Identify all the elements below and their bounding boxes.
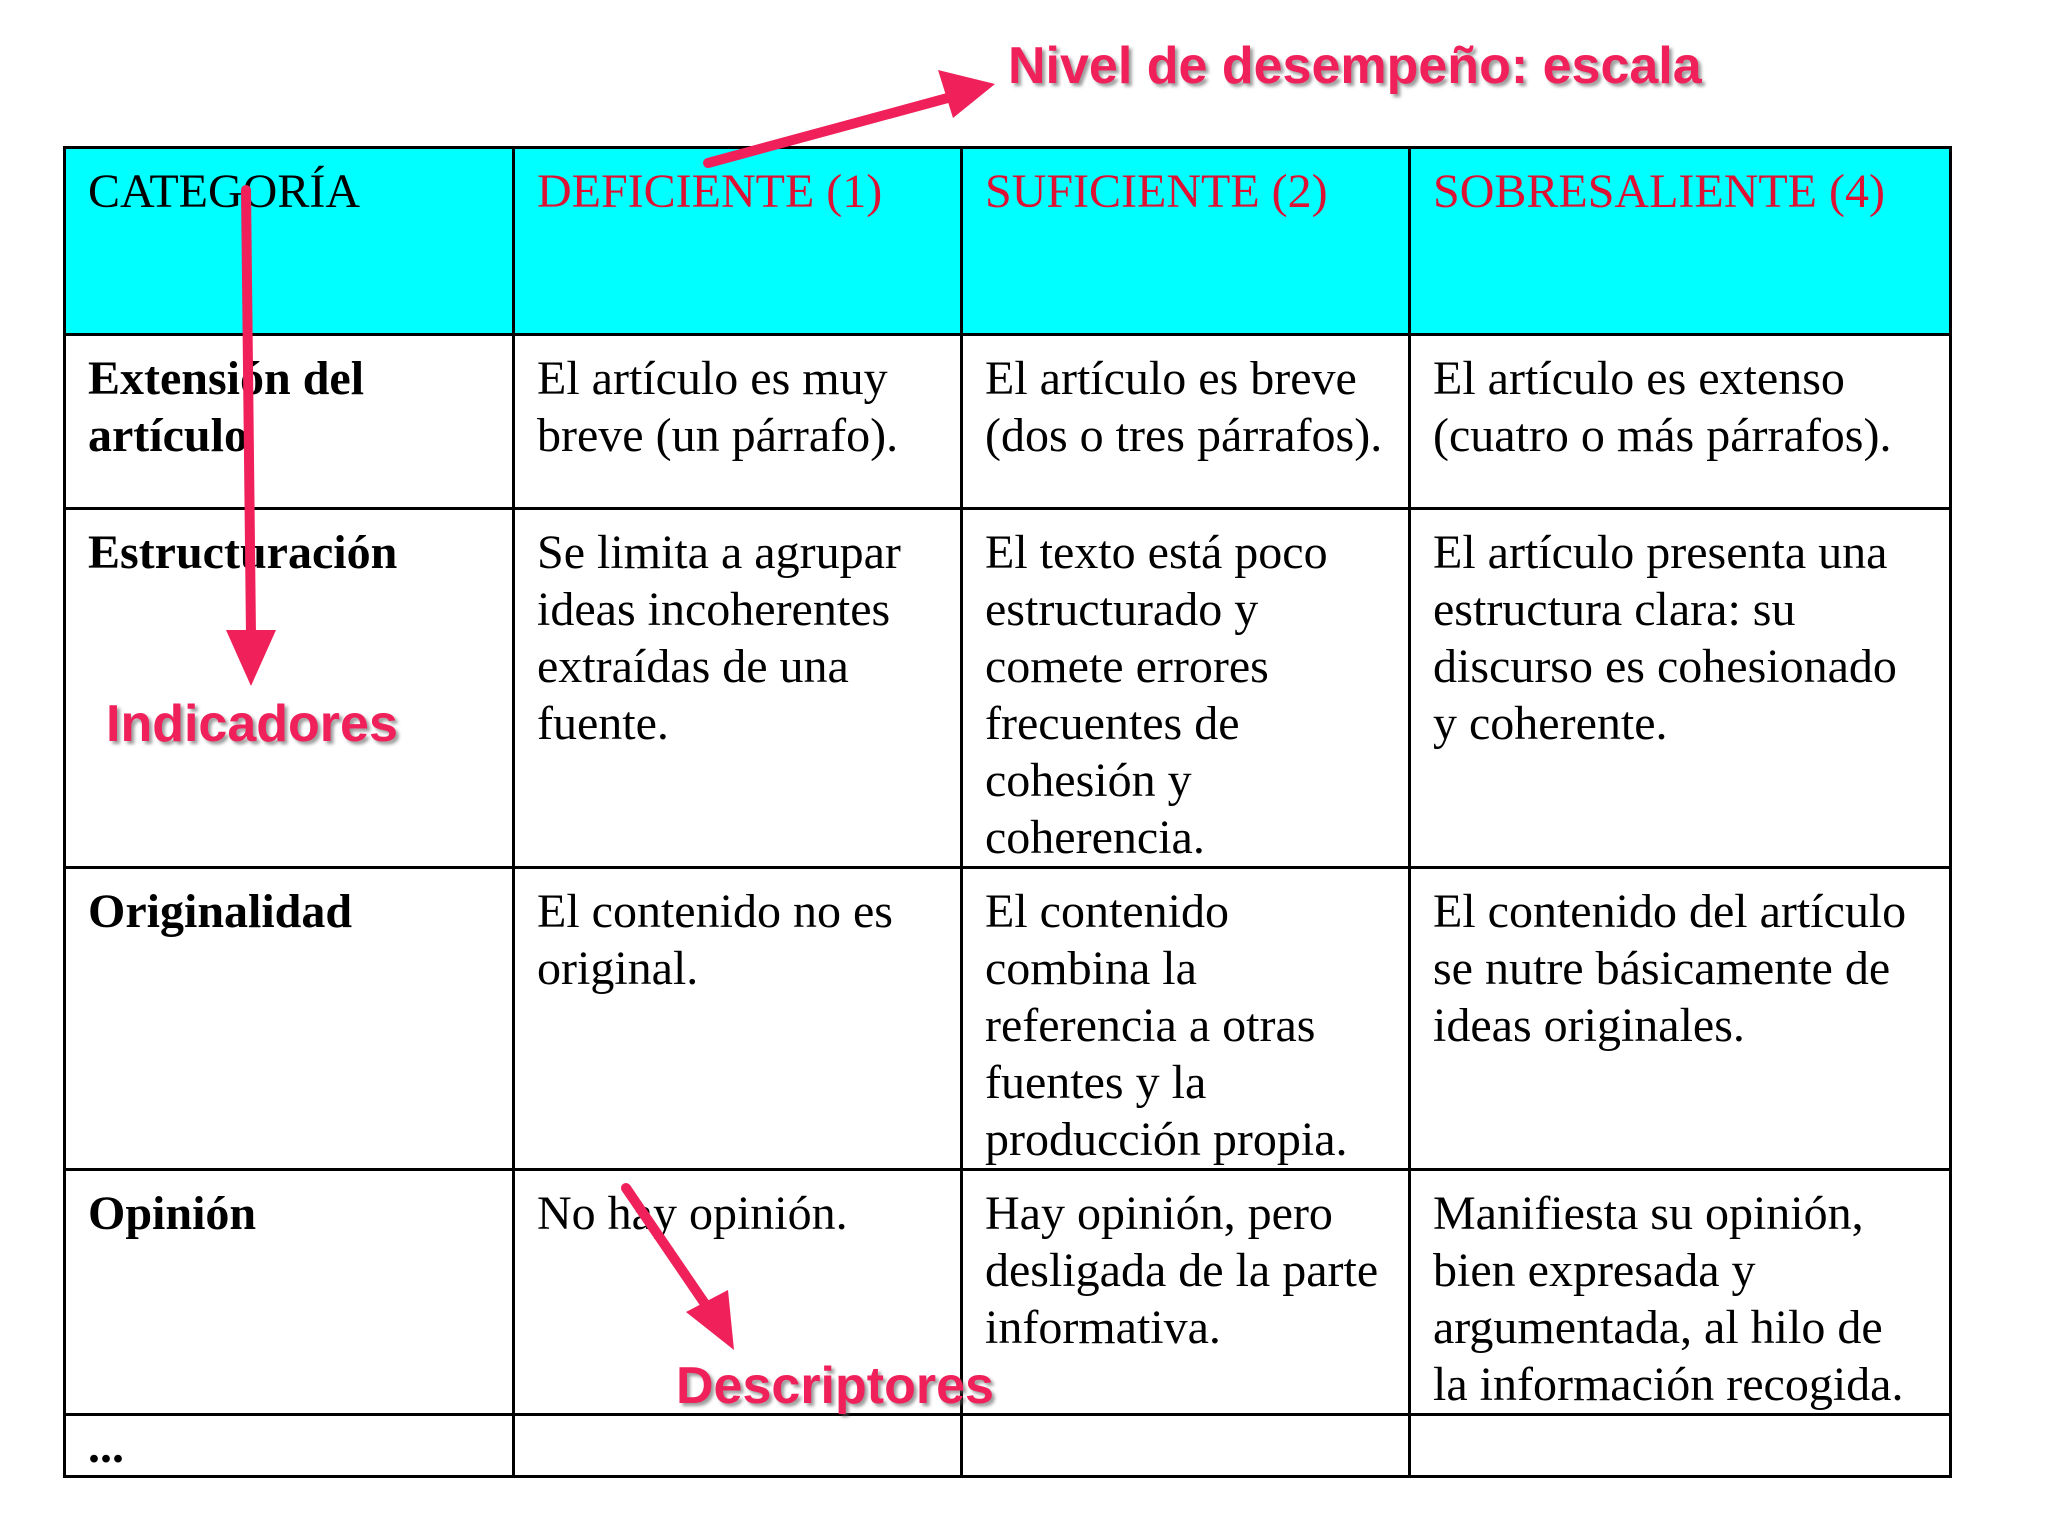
descriptor-cell: Manifiesta su opinión, bien expresada y argumentada, al hilo de la información recogida. — [1410, 1170, 1951, 1415]
arrow-head-levels — [938, 70, 995, 118]
indicator-cell: ... — [65, 1415, 514, 1477]
descriptor-cell: El artículo presenta una estructura clara: su discurso es cohesionado y coherente. — [1410, 509, 1951, 868]
descriptor-cell — [962, 1415, 1410, 1477]
header-level-sobresaliente: SOBRESALIENTE (4) — [1410, 148, 1951, 335]
descriptor-cell — [514, 1415, 962, 1477]
descriptor-cell: Se limita a agrupar ideas incoherentes extraídas de una fuente. — [514, 509, 962, 868]
table-row — [65, 1415, 1951, 1477]
descriptor-cell: No hay opinión. — [514, 1170, 962, 1415]
descriptor-cell: Hay opinión, pero desligada de la parte informativa. — [962, 1170, 1410, 1415]
indicator-cell: Extensión del artículo — [65, 335, 514, 509]
indicator-cell: Opinión — [65, 1170, 514, 1415]
descriptor-cell: El artículo es muy breve (un párrafo). — [514, 335, 962, 509]
descriptor-cell: El contenido combina la referencia a otras fuentes y la producción propia. — [962, 868, 1410, 1170]
descriptor-cell: El contenido no es original. — [514, 868, 962, 1170]
table-row — [65, 335, 1951, 509]
descriptor-cell: El contenido del artículo se nutre básicamente de ideas originales. — [1410, 868, 1951, 1170]
indicator-cell: Originalidad — [65, 868, 514, 1170]
indicator-cell: Estructuración — [65, 509, 514, 868]
descriptor-cell: El artículo es breve (dos o tres párrafos). — [962, 335, 1410, 509]
header-level-deficiente: DEFICIENTE (1) — [514, 148, 962, 335]
header-row — [65, 148, 1951, 335]
table-row — [65, 509, 1951, 868]
rubric-table — [63, 146, 1952, 1478]
annotation-descriptors: Descriptores — [676, 1357, 994, 1415]
header-level-suficiente: SUFICIENTE (2) — [962, 148, 1410, 335]
descriptor-cell: El texto está poco estructurado y comete errores frecuentes de cohesión y coherencia. — [962, 509, 1410, 868]
annotation-levels: Nivel de desempeño: escala — [1008, 37, 1702, 95]
descriptor-cell — [1410, 1415, 1951, 1477]
header-category-cell: CATEGORÍA — [65, 148, 514, 335]
descriptor-cell: El artículo es extenso (cuatro o más párrafos). — [1410, 335, 1951, 509]
table-row — [65, 868, 1951, 1170]
table-row — [65, 1170, 1951, 1415]
annotation-indicators: Indicadores — [106, 695, 398, 753]
